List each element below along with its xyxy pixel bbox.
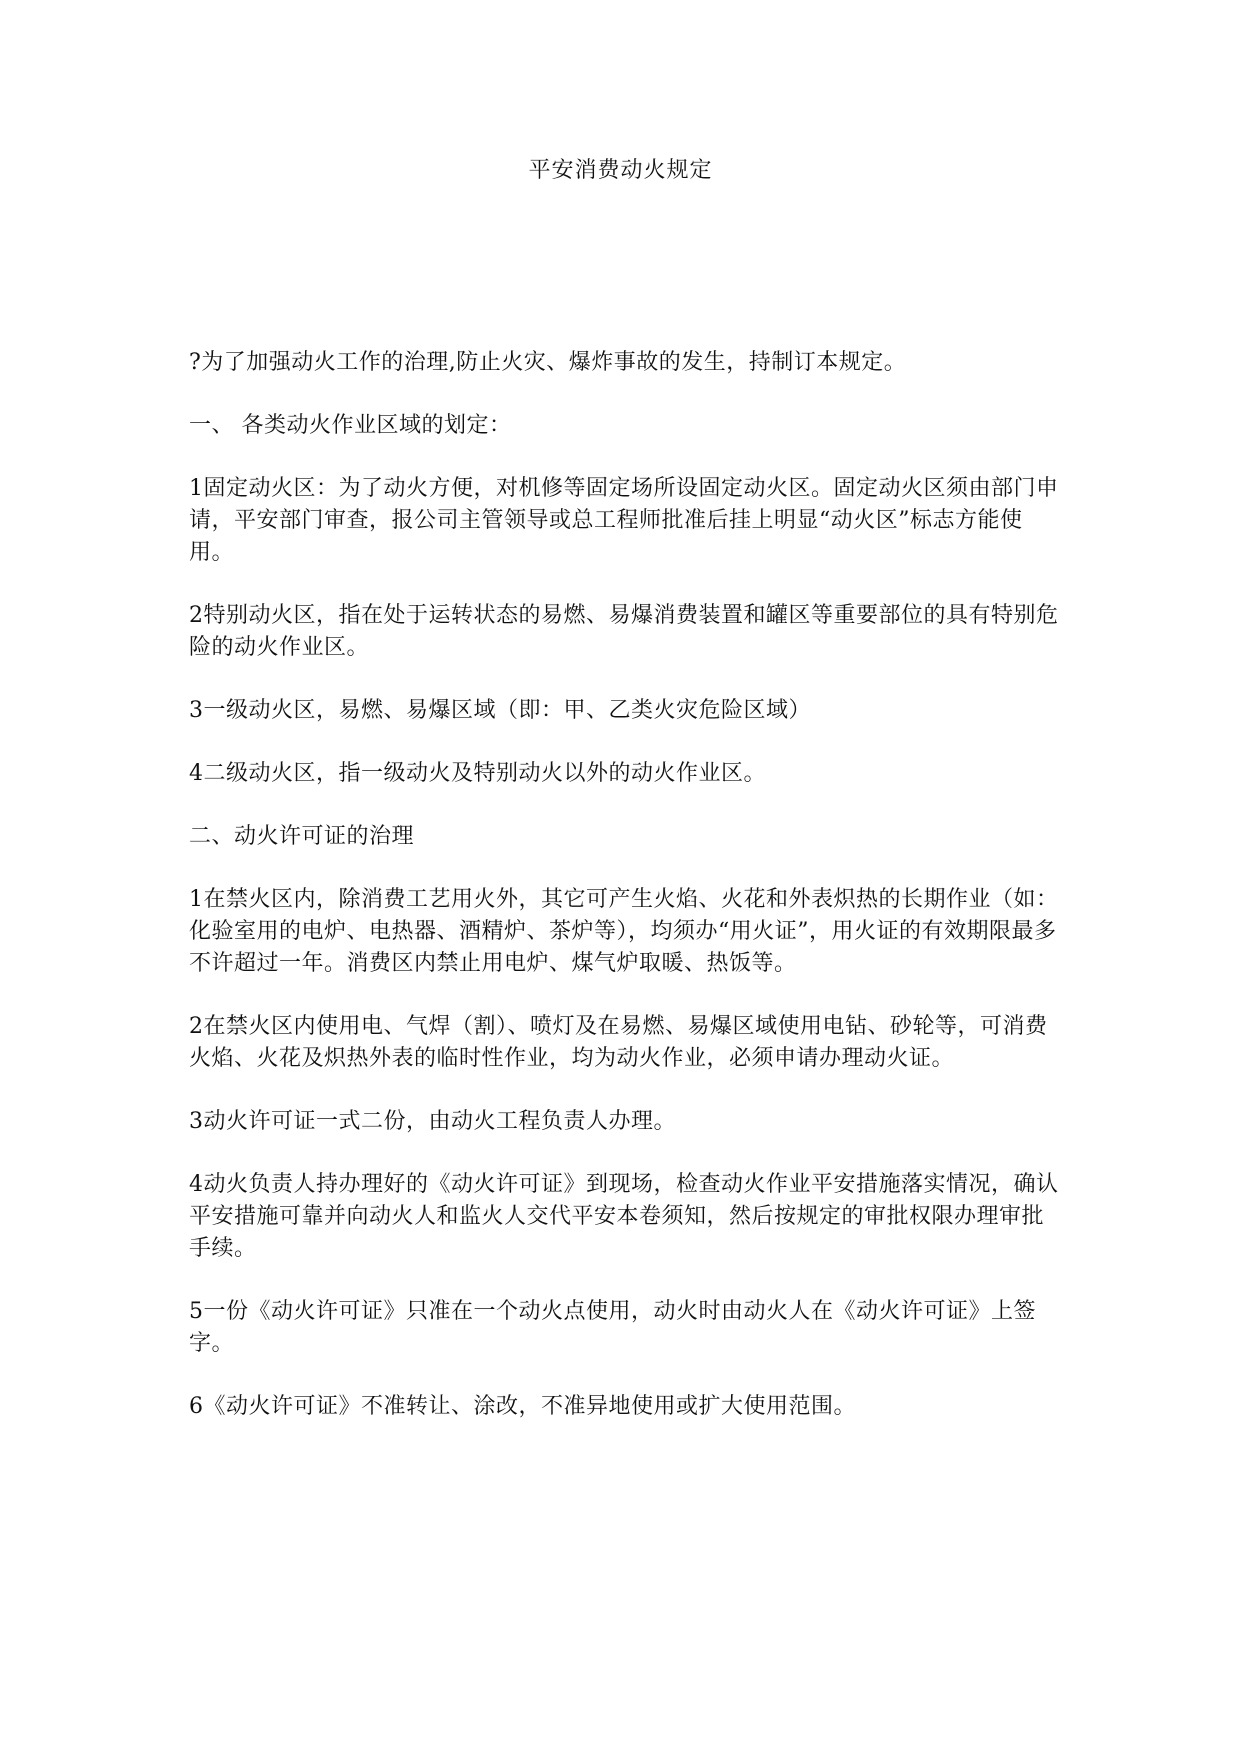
clause-permit-6: 6《动火许可证》不准转让、涂改，不准异地使用或扩大使用范围。 xyxy=(189,1394,856,1419)
clause-permit-5: 5一份《动火许可证》只准在一个动火点使用，动火时由动火人在《动火许可证》上签字。 xyxy=(189,1299,1036,1356)
intro-paragraph: ?为了加强动火工作的治理,防止火灾、爆炸事故的发生，持制订本规定。 xyxy=(189,350,907,375)
clause-special-zone: 2特别动火区，指在处于运转状态的易燃、易爆消费装置和罐区等重要部位的具有特别危险的动火作业区。 xyxy=(189,603,1059,660)
clause-permit-4: 4动火负责人持办理好的《动火许可证》到现场，检查动火作业平安措施落实情况，确认平安措施可靠并向动火人和监火人交代平安本卷须知，然后按规定的审批权限办理审批手续。 xyxy=(189,1172,1059,1261)
clause-permit-3: 3动火许可证一式二份，由动火工程负责人办理。 xyxy=(189,1109,676,1134)
clause-level-1-zone: 3一级动火区，易燃、易爆区域（即：甲、乙类火灾危险区域） xyxy=(189,698,811,723)
clause-permit-1: 1在禁火区内，除消费工艺用火外，其它可产生火焰、火花和外表炽热的长期作业（如：化验室用的电炉、电热器、酒精炉、茶炉等），均须办“用火证”，用火证的有效期限最多不许超过一年。消费区内禁止用电炉、煤气炉取暖、热饭等。 xyxy=(189,887,1059,976)
document-title: 平安消费动火规定 xyxy=(528,158,713,183)
clause-fixed-zone: 1固定动火区：为了动火方便，对机修等固定场所设固定动火区。固定动火区须由部门申请，平安部门审查，报公司主管领导或总工程师批准后挂上明显“动火区”标志方能使用。 xyxy=(189,476,1059,565)
clause-level-2-zone: 4二级动火区，指一级动火及特别动火以外的动火作业区。 xyxy=(189,761,766,786)
section-heading-1: 一、 各类动火作业区域的划定： xyxy=(189,413,512,438)
section-heading-2: 二、动火许可证的治理 xyxy=(189,824,415,849)
clause-permit-2: 2在禁火区内使用电、气焊（割）、喷灯及在易燃、易爆区域使用电钻、砂轮等，可消费火焰、火花及炽热外表的临时性作业，均为动火作业，必须申请办理动火证。 xyxy=(189,1014,1048,1071)
document-body xyxy=(189,347,1059,1454)
